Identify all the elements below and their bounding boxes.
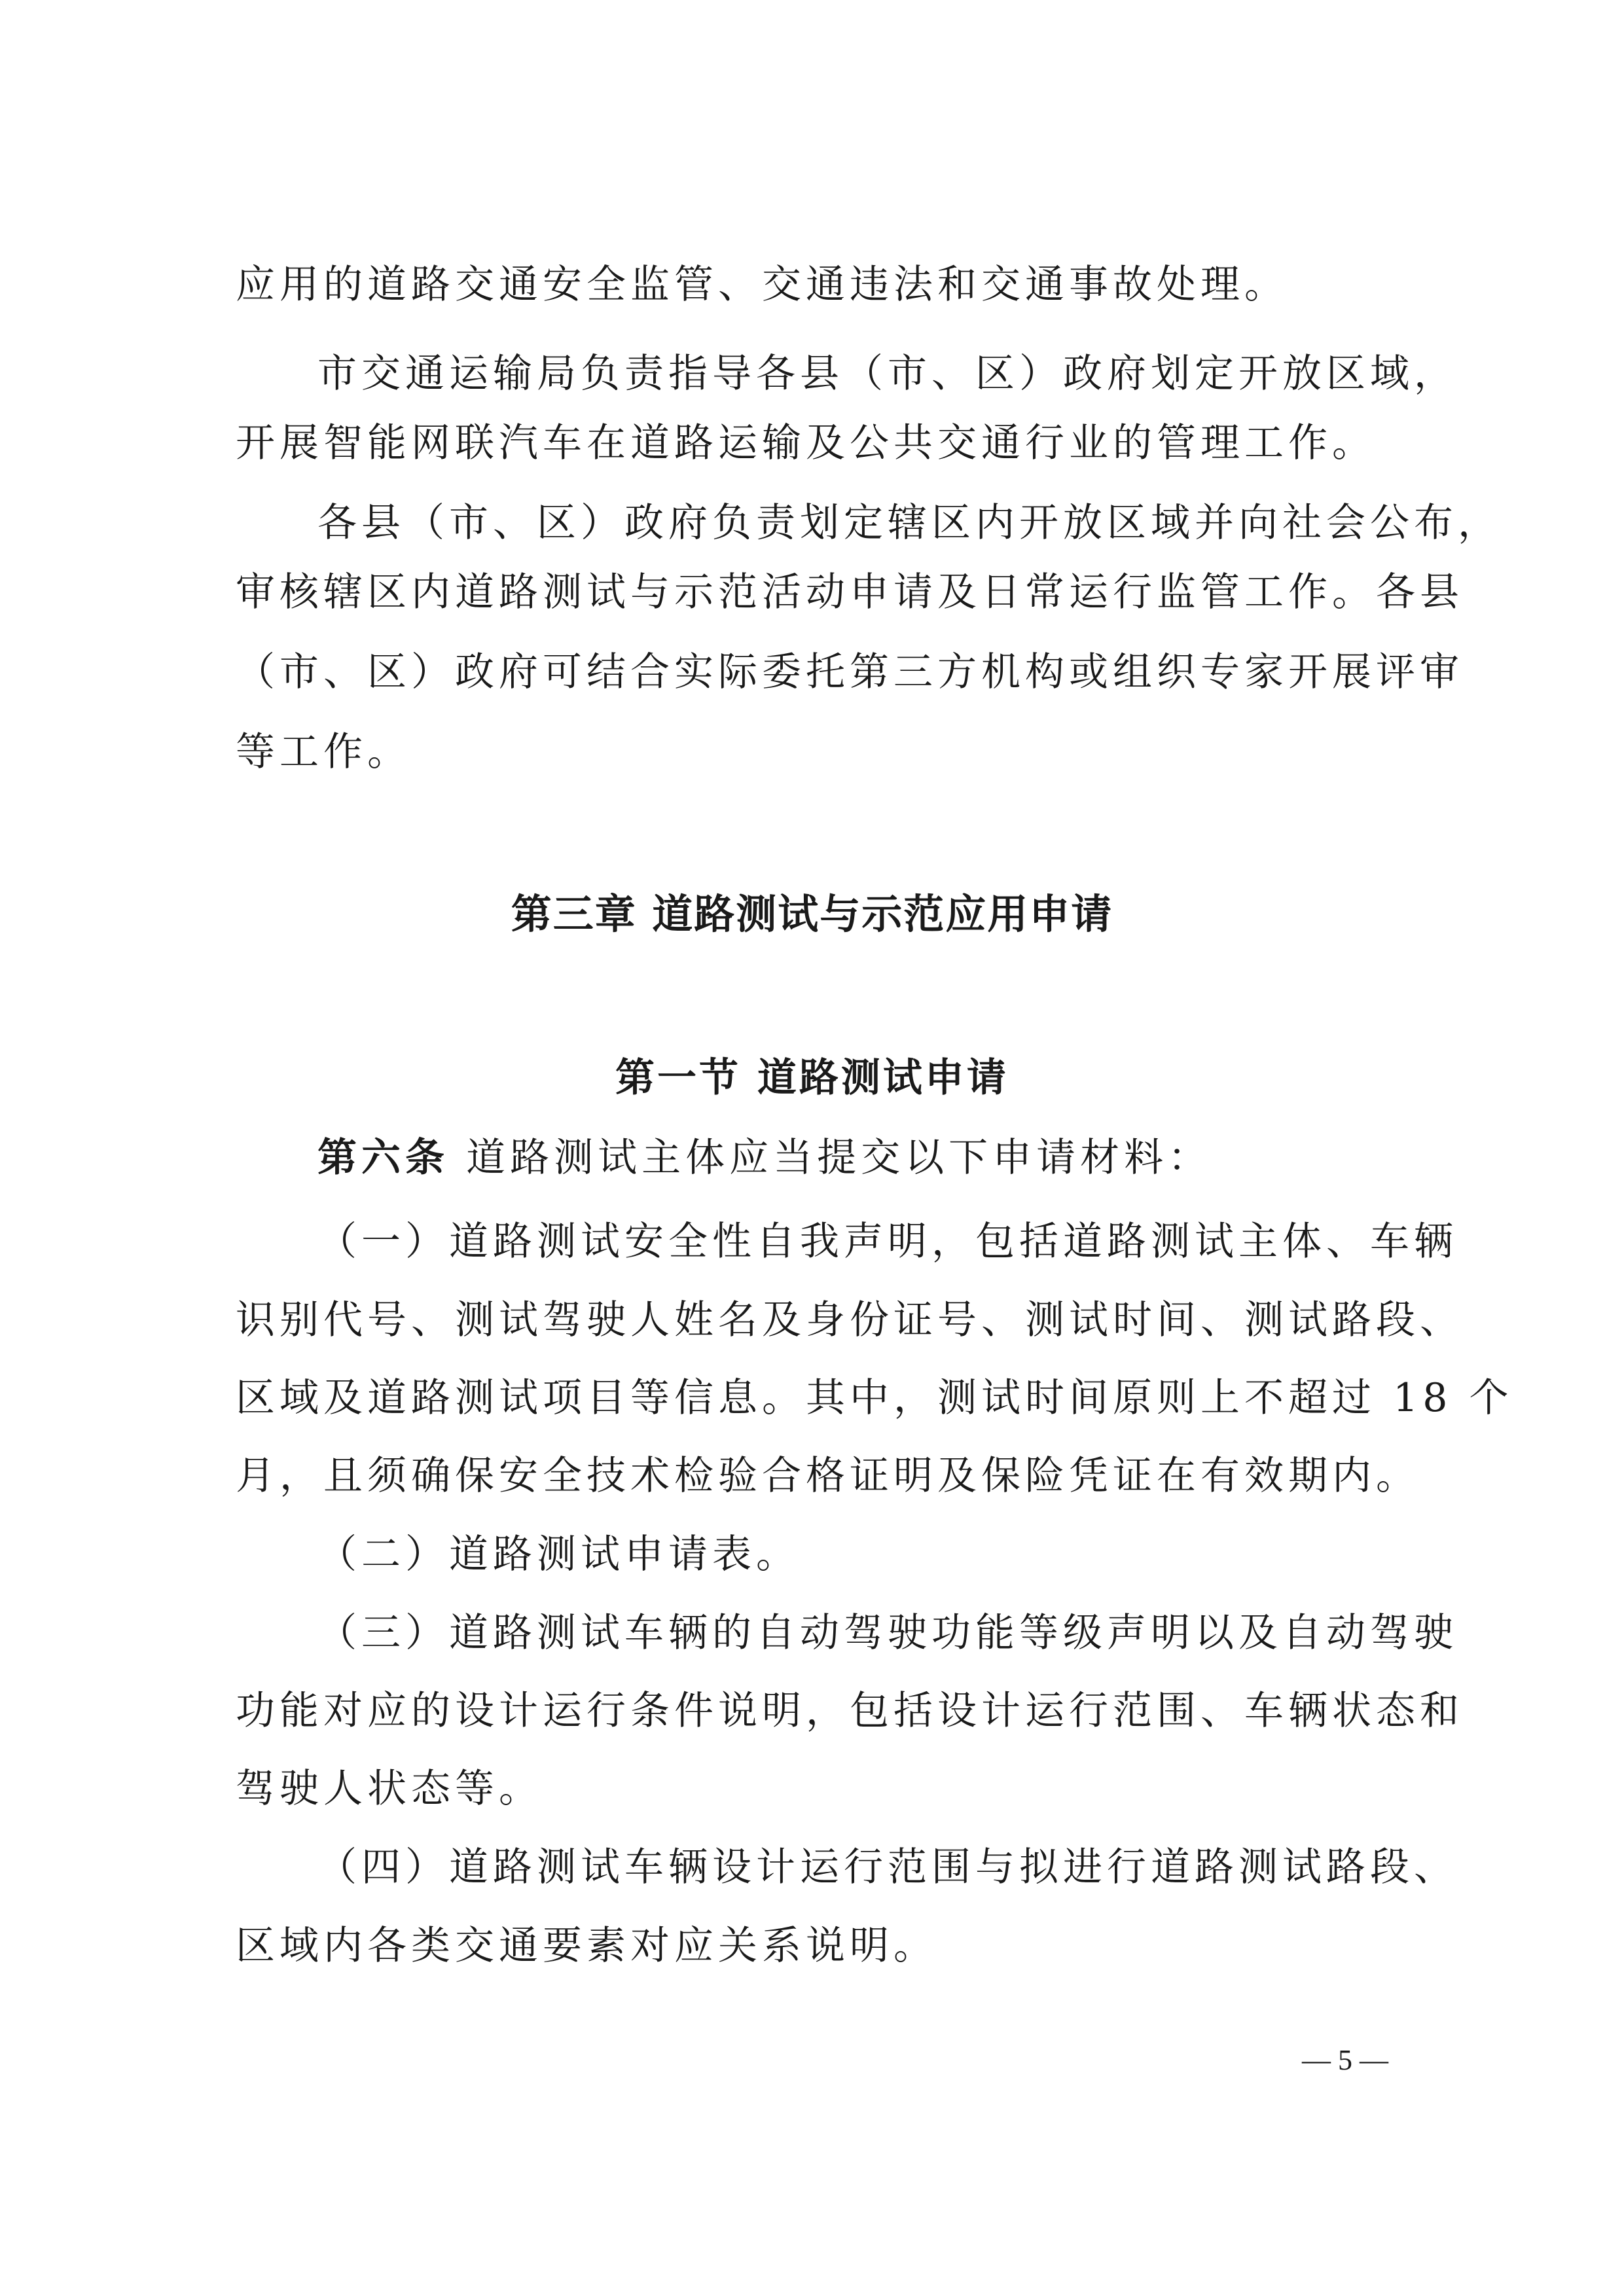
paragraph-line: 市交通运输局负责指导各县（市、区）政府划定开放区域，	[317, 351, 1458, 397]
article-label: 第六条	[317, 1135, 449, 1181]
item-line: 区域及道路测试项目等信息。其中，测试时间原则上不超过 18 个	[236, 1375, 1513, 1421]
paragraph-line: 审核辖区内道路测试与示范活动申请及日常运行监管工作。各县	[236, 569, 1464, 615]
item-line: 驾驶人状态等。	[236, 1766, 543, 1812]
paragraph-line: 各县（市、区）政府负责划定辖区内开放区域并向社会公布，	[317, 500, 1502, 546]
item-line: （四）道路测试车辆设计运行范围与拟进行道路测试路段、	[317, 1844, 1458, 1890]
item-line: （一）道路测试安全性自我声明，包括道路测试主体、车辆	[317, 1219, 1458, 1265]
item-line: 区域内各类交通要素对应关系说明。	[236, 1923, 937, 1969]
paragraph-line: （市、区）政府可结合实际委托第三方机构或组织专家开展评审	[236, 649, 1464, 695]
paragraph-line: 等工作。	[236, 729, 411, 775]
chapter-title: 第三章 道路测试与示范应用申请	[511, 890, 1113, 938]
item-line: 功能对应的设计运行条件说明，包括设计运行范围、车辆状态和	[236, 1688, 1464, 1734]
item-line: （三）道路测试车辆的自动驾驶功能等级声明以及自动驾驶	[317, 1610, 1458, 1656]
article-intro: 道路测试主体应当提交以下申请材料：	[449, 1135, 1212, 1181]
item-line: 识别代号、测试驾驶人姓名及身份证号、测试时间、测试路段、	[236, 1297, 1464, 1343]
item-line: （二）道路测试申请表。	[317, 1532, 800, 1577]
section-title: 第一节 道路测试申请	[615, 1055, 1009, 1101]
item-line: 月，且须确保安全技术检验合格证明及保险凭证在有效期内。	[236, 1453, 1420, 1499]
paragraph-line: 开展智能网联汽车在道路运输及公共交通行业的管理工作。	[236, 420, 1376, 466]
page-number: — 5 —	[1302, 2044, 1388, 2076]
article-intro-line	[317, 1132, 1391, 1184]
paragraph-line: 应用的道路交通安全监管、交通违法和交通事故处理。	[236, 262, 1288, 308]
